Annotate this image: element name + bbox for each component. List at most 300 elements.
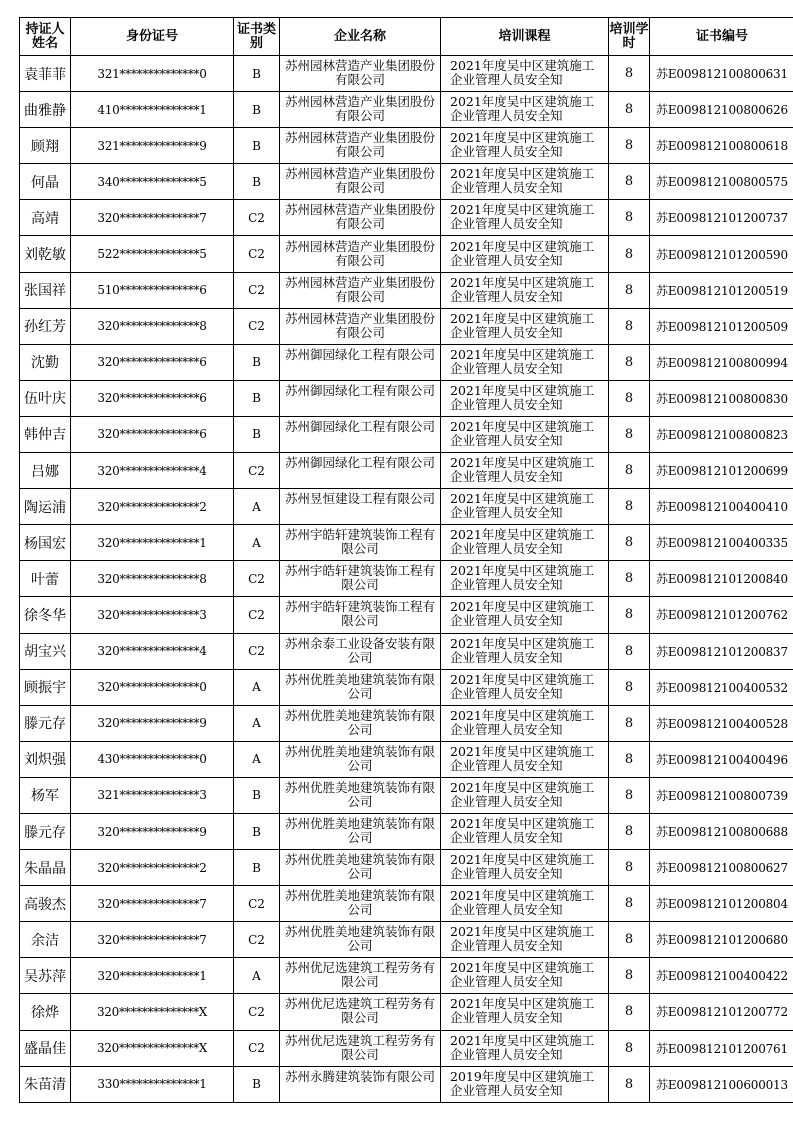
cert-number: 苏E009812101200519 (650, 272, 793, 308)
cert-category: C2 (234, 994, 280, 1030)
table-row (20, 886, 793, 922)
cert-category: C2 (234, 597, 280, 633)
id-number: 340**************5 (71, 164, 234, 200)
training-hours: 8 (609, 633, 650, 669)
table-row (20, 92, 793, 128)
company-name-cell (280, 669, 441, 705)
header-id-number: 身份证号 (71, 18, 234, 56)
cert-number: 苏E009812101200590 (650, 236, 793, 272)
company-name: 苏州御园绿化工程有限公司 (284, 383, 435, 398)
training-course-cell (441, 272, 609, 308)
company-name: 苏州优尼选建筑工程劳务有限公司 (284, 997, 435, 1026)
id-number: 320**************7 (71, 922, 234, 958)
company-name: 苏州宇皓轩建筑装饰工程有限公司 (284, 528, 435, 557)
cert-category: A (234, 489, 280, 525)
training-course-cell (441, 958, 609, 994)
id-number: 320**************7 (71, 200, 234, 236)
company-name-cell (280, 597, 441, 633)
person-name: 刘乾敏 (20, 236, 71, 272)
company-name: 苏州御园绿化工程有限公司 (284, 347, 435, 362)
cert-category: A (234, 669, 280, 705)
training-hours: 8 (609, 561, 650, 597)
id-number: 410**************1 (71, 92, 234, 128)
company-name: 苏州园林营造产业集团股份有限公司 (284, 167, 435, 196)
training-hours: 8 (609, 705, 650, 741)
training-course: 2021年度吴中区建筑施工企业管理人员安全知 (450, 961, 595, 990)
company-name-cell (280, 344, 441, 380)
training-course: 2021年度吴中区建筑施工企业管理人员安全知 (450, 925, 595, 954)
training-course: 2019年度吴中区建筑施工企业管理人员安全知 (450, 1069, 595, 1098)
training-hours: 8 (609, 489, 650, 525)
cert-category: C2 (234, 1030, 280, 1066)
cert-number: 苏E009812101200509 (650, 308, 793, 344)
company-name: 苏州优尼选建筑工程劳务有限公司 (284, 961, 435, 990)
training-hours: 8 (609, 958, 650, 994)
person-name: 叶蕾 (20, 561, 71, 597)
training-course-cell (441, 489, 609, 525)
training-hours: 8 (609, 128, 650, 164)
company-name-cell (280, 1066, 441, 1102)
id-number: 430**************0 (71, 741, 234, 777)
cert-number: 苏E009812100800823 (650, 416, 793, 452)
training-course: 2021年度吴中区建筑施工企业管理人员安全知 (450, 419, 595, 448)
person-name: 吕娜 (20, 453, 71, 489)
person-name: 顾翔 (20, 128, 71, 164)
table-row (20, 1066, 793, 1102)
cert-number: 苏E009812100800631 (650, 56, 793, 92)
company-name-cell (280, 813, 441, 849)
cert-number: 苏E009812101200837 (650, 633, 793, 669)
id-number: 320**************9 (71, 705, 234, 741)
person-name: 张国祥 (20, 272, 71, 308)
id-number: 320**************1 (71, 525, 234, 561)
person-name: 刘炽强 (20, 741, 71, 777)
id-number: 330**************1 (71, 1066, 234, 1102)
table-row (20, 56, 793, 92)
training-hours: 8 (609, 344, 650, 380)
company-name-cell (280, 886, 441, 922)
training-hours: 8 (609, 525, 650, 561)
training-course-cell (441, 777, 609, 813)
training-course: 2021年度吴中区建筑施工企业管理人员安全知 (450, 889, 595, 918)
training-hours: 8 (609, 1030, 650, 1066)
cert-number: 苏E009812100400422 (650, 958, 793, 994)
company-name-cell (280, 777, 441, 813)
training-hours: 8 (609, 669, 650, 705)
header-row (20, 18, 793, 56)
cert-category: B (234, 56, 280, 92)
header-cert-number: 证书编号 (650, 18, 793, 56)
table-row (20, 453, 793, 489)
cert-category: C2 (234, 236, 280, 272)
cert-category: B (234, 416, 280, 452)
training-course-cell (441, 741, 609, 777)
person-name: 朱晶晶 (20, 850, 71, 886)
id-number: 320**************0 (71, 669, 234, 705)
id-number: 320**************6 (71, 344, 234, 380)
training-course: 2021年度吴中区建筑施工企业管理人员安全知 (450, 853, 595, 882)
table-row (20, 164, 793, 200)
person-name: 滕元存 (20, 705, 71, 741)
table-row (20, 236, 793, 272)
company-name-cell (280, 958, 441, 994)
training-course: 2021年度吴中区建筑施工企业管理人员安全知 (450, 383, 595, 412)
training-hours: 8 (609, 236, 650, 272)
training-course: 2021年度吴中区建筑施工企业管理人员安全知 (450, 456, 595, 485)
training-course-cell (441, 561, 609, 597)
cert-category: B (234, 344, 280, 380)
cert-category: C2 (234, 561, 280, 597)
cert-category: B (234, 813, 280, 849)
person-name: 顾振宇 (20, 669, 71, 705)
table-row (20, 489, 793, 525)
training-course-cell (441, 1030, 609, 1066)
training-hours: 8 (609, 813, 650, 849)
cert-number: 苏E009812100800626 (650, 92, 793, 128)
cert-number: 苏E009812101200699 (650, 453, 793, 489)
cert-category: A (234, 741, 280, 777)
company-name: 苏州园林营造产业集团股份有限公司 (284, 59, 435, 88)
person-name: 沈勤 (20, 344, 71, 380)
cert-category: B (234, 1066, 280, 1102)
cert-number: 苏E009812101200804 (650, 886, 793, 922)
company-name-cell (280, 92, 441, 128)
cert-number: 苏E009812101200761 (650, 1030, 793, 1066)
training-course: 2021年度吴中区建筑施工企业管理人员安全知 (450, 636, 595, 665)
person-name: 滕元存 (20, 813, 71, 849)
cert-number: 苏E009812101200840 (650, 561, 793, 597)
cert-number: 苏E009812100600013 (650, 1066, 793, 1102)
company-name: 苏州宇皓轩建筑装饰工程有限公司 (284, 564, 435, 593)
training-course-cell (441, 344, 609, 380)
training-hours: 8 (609, 272, 650, 308)
cert-number: 苏E009812101200737 (650, 200, 793, 236)
training-hours: 8 (609, 164, 650, 200)
id-number: 320**************X (71, 1030, 234, 1066)
table-row (20, 416, 793, 452)
training-course-cell (441, 994, 609, 1030)
header-name: 持证人姓名 (20, 18, 71, 56)
training-hours: 8 (609, 308, 650, 344)
id-number: 321**************9 (71, 128, 234, 164)
person-name: 杨军 (20, 777, 71, 813)
table-row (20, 308, 793, 344)
company-name-cell (280, 489, 441, 525)
table-row (20, 777, 793, 813)
training-hours: 8 (609, 777, 650, 813)
training-course-cell (441, 453, 609, 489)
table-row (20, 994, 793, 1030)
table-body (20, 56, 793, 1103)
training-course-cell (441, 416, 609, 452)
person-name: 何晶 (20, 164, 71, 200)
id-number: 320**************2 (71, 850, 234, 886)
cert-number: 苏E009812100400532 (650, 669, 793, 705)
training-course-cell (441, 669, 609, 705)
cert-number: 苏E009812100800575 (650, 164, 793, 200)
cert-category: C2 (234, 886, 280, 922)
company-name-cell (280, 200, 441, 236)
company-name-cell (280, 705, 441, 741)
id-number: 320**************X (71, 994, 234, 1030)
table-row (20, 272, 793, 308)
company-name: 苏州优胜美地建筑装饰有限公司 (284, 780, 435, 809)
table-row (20, 200, 793, 236)
cert-number: 苏E009812100800618 (650, 128, 793, 164)
cert-category: C2 (234, 200, 280, 236)
training-course-cell (441, 308, 609, 344)
person-name: 徐冬华 (20, 597, 71, 633)
company-name: 苏州余泰工业设备安装有限公司 (284, 636, 435, 665)
person-name: 高靖 (20, 200, 71, 236)
cert-category: C2 (234, 633, 280, 669)
cert-category: C2 (234, 272, 280, 308)
table-row (20, 922, 793, 958)
company-name: 苏州优尼选建筑工程劳务有限公司 (284, 1033, 435, 1062)
company-name-cell (280, 850, 441, 886)
training-course: 2021年度吴中区建筑施工企业管理人员安全知 (450, 672, 595, 701)
person-name: 吴苏萍 (20, 958, 71, 994)
table-row (20, 958, 793, 994)
id-number: 321**************3 (71, 777, 234, 813)
cert-category: A (234, 705, 280, 741)
training-hours: 8 (609, 741, 650, 777)
company-name-cell (280, 741, 441, 777)
table-row (20, 813, 793, 849)
cert-number: 苏E009812101200680 (650, 922, 793, 958)
table-row (20, 633, 793, 669)
cert-category: A (234, 958, 280, 994)
header-hours: 培训学时 (609, 18, 650, 56)
table-row (20, 741, 793, 777)
id-number: 320**************2 (71, 489, 234, 525)
cert-category: B (234, 128, 280, 164)
company-name-cell (280, 1030, 441, 1066)
cert-number: 苏E009812101200772 (650, 994, 793, 1030)
cert-category: B (234, 92, 280, 128)
training-course-cell (441, 56, 609, 92)
training-course: 2021年度吴中区建筑施工企业管理人员安全知 (450, 59, 595, 88)
cert-category: C2 (234, 922, 280, 958)
company-name: 苏州永腾建筑装饰有限公司 (284, 1069, 435, 1084)
id-number: 320**************4 (71, 633, 234, 669)
company-name: 苏州园林营造产业集团股份有限公司 (284, 95, 435, 124)
cert-number: 苏E009812100800627 (650, 850, 793, 886)
cert-number: 苏E009812100800688 (650, 813, 793, 849)
cert-number: 苏E009812100800830 (650, 380, 793, 416)
table-row (20, 850, 793, 886)
person-name: 孙红芳 (20, 308, 71, 344)
company-name-cell (280, 633, 441, 669)
id-number: 320**************8 (71, 561, 234, 597)
training-hours: 8 (609, 994, 650, 1030)
person-name: 杨国宏 (20, 525, 71, 561)
training-course: 2021年度吴中区建筑施工企业管理人员安全知 (450, 239, 595, 268)
person-name: 朱苗清 (20, 1066, 71, 1102)
training-course-cell (441, 380, 609, 416)
cert-category: B (234, 850, 280, 886)
cert-number: 苏E009812100800994 (650, 344, 793, 380)
training-course: 2021年度吴中区建筑施工企业管理人员安全知 (450, 95, 595, 124)
training-hours: 8 (609, 922, 650, 958)
training-course: 2021年度吴中区建筑施工企业管理人员安全知 (450, 708, 595, 737)
id-number: 320**************4 (71, 453, 234, 489)
training-course-cell (441, 128, 609, 164)
company-name: 苏州优胜美地建筑装饰有限公司 (284, 853, 435, 882)
training-course: 2021年度吴中区建筑施工企业管理人员安全知 (450, 780, 595, 809)
table-row (20, 1030, 793, 1066)
company-name: 苏州园林营造产业集团股份有限公司 (284, 239, 435, 268)
training-hours: 8 (609, 597, 650, 633)
company-name-cell (280, 453, 441, 489)
company-name-cell (280, 272, 441, 308)
header-company: 企业名称 (280, 18, 441, 56)
training-course: 2021年度吴中区建筑施工企业管理人员安全知 (450, 997, 595, 1026)
id-number: 320**************1 (71, 958, 234, 994)
training-hours: 8 (609, 886, 650, 922)
company-name: 苏州昱恒建设工程有限公司 (284, 492, 435, 507)
person-name: 伍叶庆 (20, 380, 71, 416)
training-course: 2021年度吴中区建筑施工企业管理人员安全知 (450, 203, 595, 232)
company-name: 苏州园林营造产业集团股份有限公司 (284, 311, 435, 340)
company-name: 苏州御园绿化工程有限公司 (284, 419, 435, 434)
training-hours: 8 (609, 850, 650, 886)
company-name: 苏州优胜美地建筑装饰有限公司 (284, 744, 435, 773)
training-hours: 8 (609, 56, 650, 92)
person-name: 胡宝兴 (20, 633, 71, 669)
training-course: 2021年度吴中区建筑施工企业管理人员安全知 (450, 1033, 595, 1062)
id-number: 320**************7 (71, 886, 234, 922)
company-name-cell (280, 922, 441, 958)
training-course: 2021年度吴中区建筑施工企业管理人员安全知 (450, 600, 595, 629)
training-course-cell (441, 200, 609, 236)
cert-number: 苏E009812101200762 (650, 597, 793, 633)
id-number: 320**************6 (71, 416, 234, 452)
training-course: 2021年度吴中区建筑施工企业管理人员安全知 (450, 528, 595, 557)
training-course-cell (441, 886, 609, 922)
training-course-cell (441, 705, 609, 741)
training-hours: 8 (609, 1066, 650, 1102)
company-name-cell (280, 164, 441, 200)
training-course: 2021年度吴中区建筑施工企业管理人员安全知 (450, 564, 595, 593)
person-name: 韩仲吉 (20, 416, 71, 452)
training-course-cell (441, 850, 609, 886)
company-name: 苏州园林营造产业集团股份有限公司 (284, 131, 435, 160)
id-number: 320**************3 (71, 597, 234, 633)
id-number: 321**************0 (71, 56, 234, 92)
company-name-cell (280, 416, 441, 452)
cert-category: C2 (234, 453, 280, 489)
training-hours: 8 (609, 453, 650, 489)
person-name: 曲雅静 (20, 92, 71, 128)
training-course-cell (441, 164, 609, 200)
company-name-cell (280, 561, 441, 597)
person-name: 徐烨 (20, 994, 71, 1030)
training-hours: 8 (609, 200, 650, 236)
cert-category: A (234, 525, 280, 561)
id-number: 320**************8 (71, 308, 234, 344)
header-course: 培训课程 (441, 18, 609, 56)
cert-number: 苏E009812100400410 (650, 489, 793, 525)
training-course-cell (441, 633, 609, 669)
company-name: 苏州优胜美地建筑装饰有限公司 (284, 708, 435, 737)
training-course: 2021年度吴中区建筑施工企业管理人员安全知 (450, 492, 595, 521)
person-name: 袁菲菲 (20, 56, 71, 92)
table-row (20, 344, 793, 380)
training-course-cell (441, 922, 609, 958)
table-row (20, 380, 793, 416)
company-name: 苏州优胜美地建筑装饰有限公司 (284, 672, 435, 701)
table-row (20, 705, 793, 741)
cert-category: B (234, 380, 280, 416)
company-name-cell (280, 236, 441, 272)
company-name-cell (280, 128, 441, 164)
training-course: 2021年度吴中区建筑施工企业管理人员安全知 (450, 817, 595, 846)
company-name: 苏州优胜美地建筑装饰有限公司 (284, 889, 435, 918)
training-course-cell (441, 1066, 609, 1102)
training-course-cell (441, 597, 609, 633)
company-name-cell (280, 308, 441, 344)
person-name: 陶运浦 (20, 489, 71, 525)
person-name: 盛晶佳 (20, 1030, 71, 1066)
id-number: 320**************9 (71, 813, 234, 849)
company-name: 苏州御园绿化工程有限公司 (284, 456, 435, 471)
table-row (20, 525, 793, 561)
person-name: 高骏杰 (20, 886, 71, 922)
cert-category: B (234, 777, 280, 813)
company-name: 苏州优胜美地建筑装饰有限公司 (284, 925, 435, 954)
id-number: 320**************6 (71, 380, 234, 416)
training-hours: 8 (609, 92, 650, 128)
training-course: 2021年度吴中区建筑施工企业管理人员安全知 (450, 744, 595, 773)
table-row (20, 128, 793, 164)
id-number: 522**************5 (71, 236, 234, 272)
cert-number: 苏E009812100400496 (650, 741, 793, 777)
training-course: 2021年度吴中区建筑施工企业管理人员安全知 (450, 131, 595, 160)
training-course: 2021年度吴中区建筑施工企业管理人员安全知 (450, 311, 595, 340)
header-cert-category: 证书类别 (234, 18, 280, 56)
id-number: 510**************6 (71, 272, 234, 308)
table-row (20, 669, 793, 705)
training-course-cell (441, 813, 609, 849)
training-hours: 8 (609, 380, 650, 416)
certificate-table (19, 17, 793, 1103)
table-row (20, 597, 793, 633)
training-course-cell (441, 525, 609, 561)
training-course-cell (441, 236, 609, 272)
company-name: 苏州优胜美地建筑装饰有限公司 (284, 817, 435, 846)
company-name: 苏州园林营造产业集团股份有限公司 (284, 203, 435, 232)
training-course: 2021年度吴中区建筑施工企业管理人员安全知 (450, 347, 595, 376)
training-course-cell (441, 92, 609, 128)
cert-category: C2 (234, 308, 280, 344)
cert-number: 苏E009812100400528 (650, 705, 793, 741)
training-hours: 8 (609, 416, 650, 452)
cert-number: 苏E009812100400335 (650, 525, 793, 561)
company-name: 苏州园林营造产业集团股份有限公司 (284, 275, 435, 304)
company-name-cell (280, 380, 441, 416)
company-name-cell (280, 56, 441, 92)
training-course: 2021年度吴中区建筑施工企业管理人员安全知 (450, 167, 595, 196)
training-course: 2021年度吴中区建筑施工企业管理人员安全知 (450, 275, 595, 304)
cert-number: 苏E009812100800739 (650, 777, 793, 813)
company-name-cell (280, 525, 441, 561)
company-name-cell (280, 994, 441, 1030)
table-row (20, 561, 793, 597)
cert-category: B (234, 164, 280, 200)
person-name: 余洁 (20, 922, 71, 958)
company-name: 苏州宇皓轩建筑装饰工程有限公司 (284, 600, 435, 629)
